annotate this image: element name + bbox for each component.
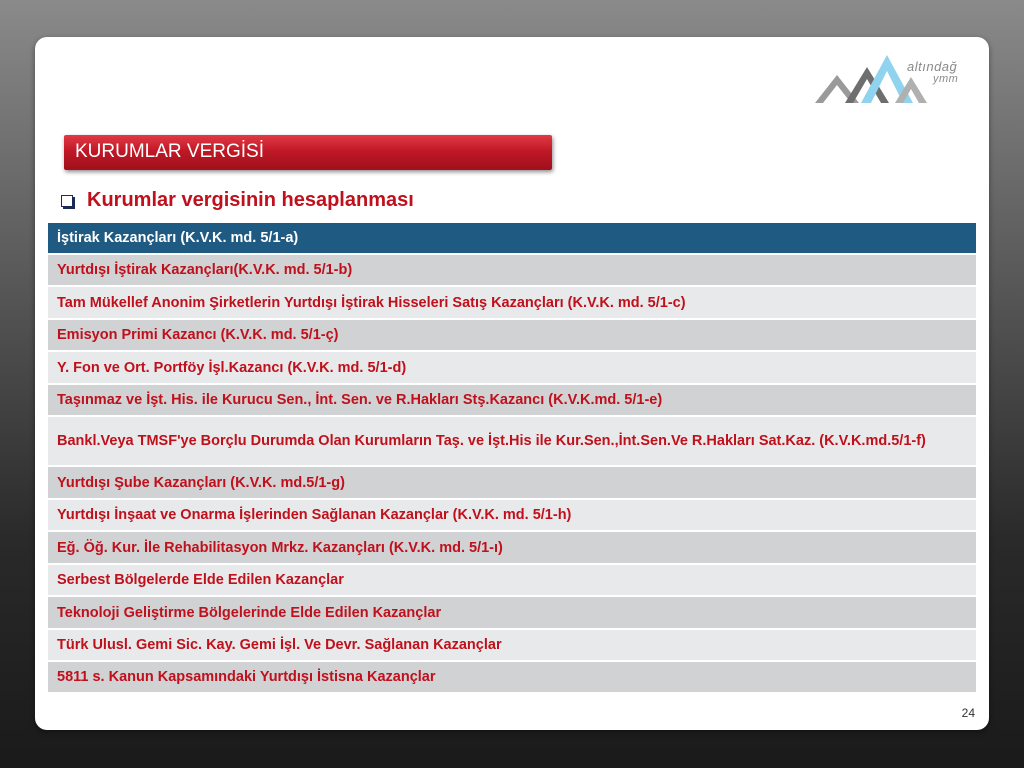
table-row: Taşınmaz ve İşt. His. ile Kurucu Sen., İnt. Sen. ve R.Hakları Stş.Kazancı (K.V.K.md. 5/1-e) xyxy=(48,385,976,417)
table-row: Tam Mükellef Anonim Şirketlerin Yurtdışı İştirak Hisseleri Satış Kazançları (K.V.K. md. 5/1-c) xyxy=(48,287,976,320)
table-row: Teknoloji Geliştirme Bölgelerinde Elde Edilen Kazançlar xyxy=(48,597,976,630)
table-row: Emisyon Primi Kazancı (K.V.K. md. 5/1-ç) xyxy=(48,320,976,352)
title-banner xyxy=(64,135,552,170)
subheading-text: Kurumlar vergisinin hesaplanması xyxy=(87,189,414,211)
table-row: 5811 s. Kanun Kapsamındaki Yurtdışı İstisna Kazançlar xyxy=(48,662,976,694)
logo-name: altındağ xyxy=(907,59,958,74)
table-row: Yurtdışı İştirak Kazançları(K.V.K. md. 5/1-b) xyxy=(48,255,976,287)
company-logo-icon xyxy=(815,45,985,115)
table-row: Türk Ulusl. Gemi Sic. Kay. Gemi İşl. Ve Devr. Sağlanan Kazançlar xyxy=(48,630,976,662)
table-header-row: İştirak Kazançları (K.V.K. md. 5/1-a) xyxy=(48,223,976,255)
table-row: Yurtdışı İnşaat ve Onarma İşlerinden Sağlanan Kazançlar (K.V.K. md. 5/1-h) xyxy=(48,500,976,532)
page-number: 24 xyxy=(961,706,975,720)
logo-text xyxy=(907,61,958,85)
subheading xyxy=(61,189,414,212)
table-row: Serbest Bölgelerde Elde Edilen Kazançlar xyxy=(48,565,976,597)
table-row: Y. Fon ve Ort. Portföy İşl.Kazancı (K.V.K. md. 5/1-d) xyxy=(48,352,976,385)
slide-title: KURUMLAR VERGİSİ xyxy=(75,141,264,162)
logo-sub: ymm xyxy=(933,73,959,85)
table-row: Yurtdışı Şube Kazançları (K.V.K. md.5/1-g) xyxy=(48,467,976,500)
exemptions-table xyxy=(48,223,976,694)
slide xyxy=(35,37,989,730)
table-row: Bankl.Veya TMSF'ye Borçlu Durumda Olan Kurumların Taş. ve İşt.His ile Kur.Sen.,İnt.Sen.Ve R.Hakları Sat.Kaz. (K.V.K.md.5/1-f) xyxy=(48,417,976,467)
table-row: Eğ. Öğ. Kur. İle Rehabilitasyon Mrkz. Kazançları (K.V.K. md. 5/1-ı) xyxy=(48,532,976,565)
checkbox-bullet-icon xyxy=(61,195,73,207)
